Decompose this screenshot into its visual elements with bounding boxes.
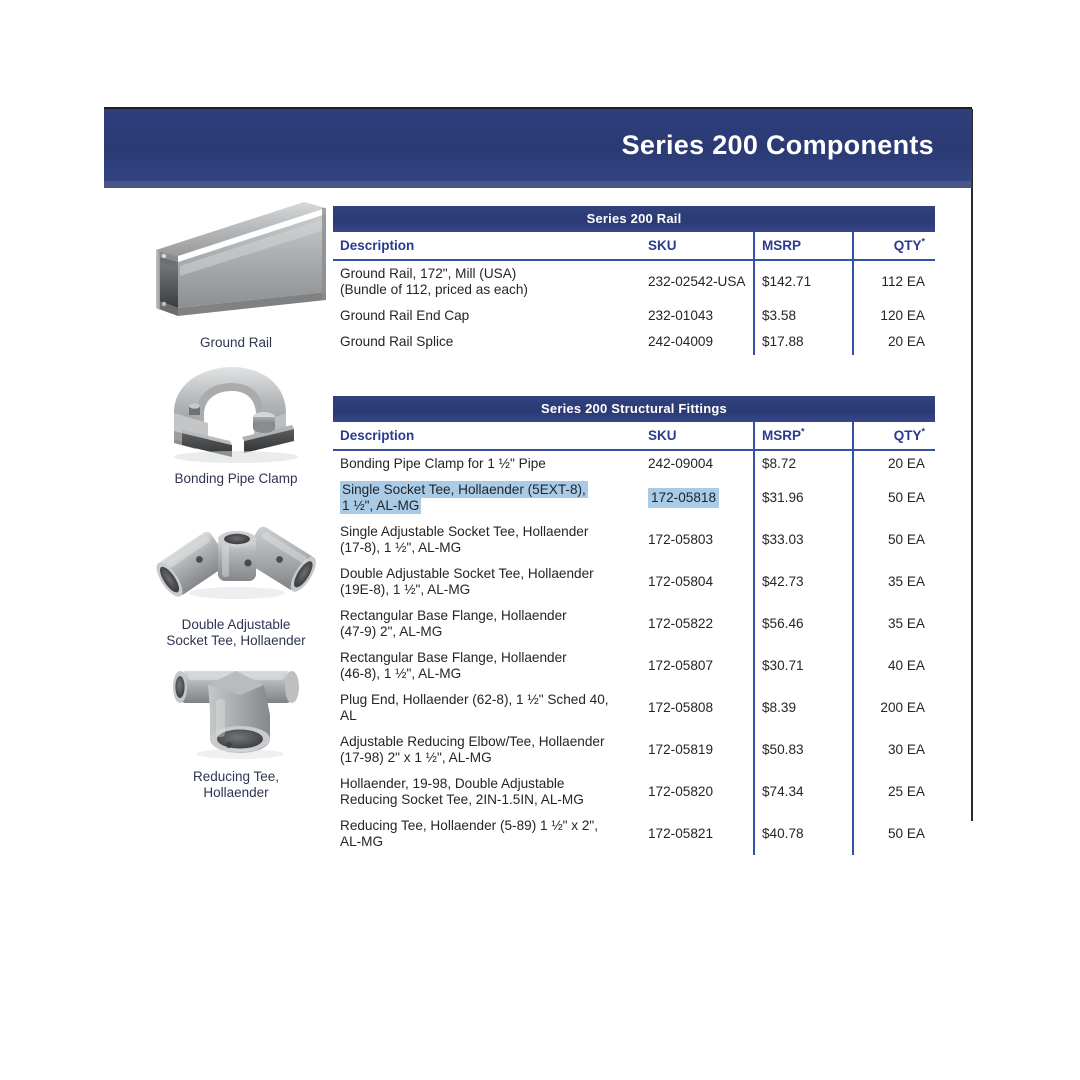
description-line-2: 1 ½", AL-MG — [342, 498, 420, 513]
description-line-2: (17-98) 2" x 1 ½", AL-MG — [340, 750, 492, 765]
data-table — [333, 232, 935, 355]
sku-highlight: 172-05818 — [648, 488, 719, 508]
table-row[interactable] — [333, 303, 935, 329]
cell-sku: 242-04009 — [641, 329, 754, 355]
page-title: Series 200 Components — [621, 129, 934, 160]
cell-sku: 172-05819 — [641, 729, 754, 771]
column-header-msrp[interactable]: MSRP — [754, 232, 853, 260]
cell-msrp: $56.46 — [754, 603, 853, 645]
cell-qty: 30 EA — [853, 729, 935, 771]
product-caption-line-2: Socket Tee, Hollaender — [166, 633, 306, 648]
description-line-1: Hollaender, 19-98, Double Adjustable — [340, 776, 565, 791]
cell-description — [333, 687, 641, 729]
cell-sku: 172-05807 — [641, 645, 754, 687]
table-series-200-structural-fittings — [333, 396, 935, 855]
table-row[interactable] — [333, 450, 935, 477]
cell-qty: 20 EA — [853, 329, 935, 355]
reducing-tee-image — [136, 655, 336, 765]
table-row[interactable] — [333, 771, 935, 813]
product-image-column — [136, 196, 336, 807]
table-row[interactable] — [333, 329, 935, 355]
msrp-footnote-marker: * — [801, 426, 805, 437]
cell-qty: 35 EA — [853, 561, 935, 603]
cell-qty: 40 EA — [853, 645, 935, 687]
table-title: Series 200 Structural Fittings — [333, 396, 935, 422]
description-line-2: (19E-8), 1 ½", AL-MG — [340, 582, 471, 597]
description-line-1: Ground Rail, 172", Mill (USA) — [340, 266, 517, 281]
table-row-selected[interactable] — [333, 477, 935, 519]
cell-msrp: $17.88 — [754, 329, 853, 355]
column-header-description[interactable]: Description — [333, 232, 641, 260]
cell-sku: 172-05804 — [641, 561, 754, 603]
table-row[interactable] — [333, 519, 935, 561]
product-card-double-adjustable-socket-tee — [136, 493, 336, 649]
cell-description — [333, 519, 641, 561]
cell-qty: 120 EA — [853, 303, 935, 329]
description-line-2: (47-9) 2", AL-MG — [340, 624, 443, 639]
table-header-row — [333, 232, 935, 260]
cell-qty: 50 EA — [853, 813, 935, 855]
table-title: Series 200 Rail — [333, 206, 935, 232]
cell-sku: 172-05820 — [641, 771, 754, 813]
cell-description: Ground Rail End Cap — [333, 303, 641, 329]
column-header-qty[interactable]: QTY* — [853, 232, 935, 260]
table-row[interactable] — [333, 645, 935, 687]
cell-description — [333, 260, 641, 303]
header-underline — [104, 181, 972, 188]
product-caption-line-1: Reducing Tee, — [192, 769, 280, 784]
column-header-qty[interactable]: QTY* — [853, 422, 935, 450]
table-header-row — [333, 422, 935, 450]
cell-description — [333, 813, 641, 855]
qty-footnote-marker: * — [921, 236, 925, 247]
product-caption — [136, 769, 336, 801]
data-table — [333, 422, 935, 855]
cell-sku: 172-05808 — [641, 687, 754, 729]
cell-msrp: $3.58 — [754, 303, 853, 329]
cell-sku: 242-09004 — [641, 450, 754, 477]
product-card-ground-rail — [136, 196, 336, 351]
description-line-2: AL — [340, 708, 357, 723]
description-line-1: Reducing Tee, Hollaender (5-89) 1 ½" x 2", — [340, 818, 599, 833]
cell-msrp: $8.72 — [754, 450, 853, 477]
column-header-msrp[interactable]: MSRP* — [754, 422, 853, 450]
cell-description — [333, 729, 641, 771]
cell-msrp: $33.03 — [754, 519, 853, 561]
table-row[interactable] — [333, 813, 935, 855]
table-row[interactable] — [333, 687, 935, 729]
bonding-pipe-clamp-image — [136, 357, 336, 467]
product-caption-line-1: Double Adjustable — [181, 617, 291, 632]
cell-qty: 200 EA — [853, 687, 935, 729]
cell-msrp: $50.83 — [754, 729, 853, 771]
table-series-200-rail — [333, 206, 935, 355]
cell-qty: 35 EA — [853, 603, 935, 645]
description-line-1: Plug End, Hollaender (62-8), 1 ½" Sched 40, — [340, 692, 609, 707]
product-card-bonding-pipe-clamp — [136, 357, 336, 487]
table-row[interactable] — [333, 260, 935, 303]
description-line-1: Single Adjustable Socket Tee, Hollaender — [340, 524, 589, 539]
cell-msrp: $30.71 — [754, 645, 853, 687]
cell-sku: 172-05821 — [641, 813, 754, 855]
cell-msrp: $40.78 — [754, 813, 853, 855]
cell-msrp: $74.34 — [754, 771, 853, 813]
cell-qty: 50 EA — [853, 519, 935, 561]
double-adjustable-socket-tee-image — [136, 493, 336, 613]
product-card-reducing-tee — [136, 655, 336, 801]
description-line-1: Adjustable Reducing Elbow/Tee, Hollaender — [340, 734, 605, 749]
description-line-1: Rectangular Base Flange, Hollaender — [340, 650, 567, 665]
description-line-2: (17-8), 1 ½", AL-MG — [340, 540, 462, 555]
table-row[interactable] — [333, 603, 935, 645]
product-caption: Ground Rail — [199, 335, 273, 350]
cell-sku: 232-02542-USA — [641, 260, 754, 303]
cell-description: Ground Rail Splice — [333, 329, 641, 355]
product-caption — [136, 617, 336, 649]
cell-sku — [641, 477, 754, 519]
description-line-1: Rectangular Base Flange, Hollaender — [340, 608, 567, 623]
cell-msrp: $31.96 — [754, 477, 853, 519]
cell-description — [333, 603, 641, 645]
cell-sku: 232-01043 — [641, 303, 754, 329]
column-header-description[interactable]: Description — [333, 422, 641, 450]
description-line-2: (46-8), 1 ½", AL-MG — [340, 666, 462, 681]
column-header-sku[interactable]: SKU — [641, 232, 754, 260]
cell-description: Bonding Pipe Clamp for 1 ½" Pipe — [333, 450, 641, 477]
page-header-banner — [104, 109, 972, 181]
cell-qty: 20 EA — [853, 450, 935, 477]
table-row[interactable] — [333, 729, 935, 771]
description-line-1: Double Adjustable Socket Tee, Hollaender — [340, 566, 594, 581]
cell-qty: 25 EA — [853, 771, 935, 813]
cell-description — [333, 561, 641, 603]
description-line-2: AL-MG — [340, 834, 384, 849]
cell-description — [333, 771, 641, 813]
cell-msrp: $142.71 — [754, 260, 853, 303]
cell-msrp: $42.73 — [754, 561, 853, 603]
column-header-sku[interactable]: SKU — [641, 422, 754, 450]
qty-footnote-marker: * — [921, 426, 925, 437]
description-line-1: Single Socket Tee, Hollaender (5EXT-8), — [342, 482, 586, 497]
content-right-rule — [971, 109, 973, 821]
cell-qty: 50 EA — [853, 477, 935, 519]
ground-rail-image — [136, 196, 336, 331]
description-line-2: Reducing Socket Tee, 2IN-1.5IN, AL-MG — [340, 792, 584, 807]
cell-description — [333, 645, 641, 687]
product-caption-line-2: Hollaender — [203, 785, 269, 800]
description-line-2: (Bundle of 112, priced as each) — [340, 282, 528, 297]
product-caption: Bonding Pipe Clamp — [174, 471, 298, 486]
cell-sku: 172-05803 — [641, 519, 754, 561]
table-row[interactable] — [333, 561, 935, 603]
cell-description — [333, 477, 641, 519]
cell-sku: 172-05822 — [641, 603, 754, 645]
cell-msrp: $8.39 — [754, 687, 853, 729]
cell-qty: 112 EA — [853, 260, 935, 303]
